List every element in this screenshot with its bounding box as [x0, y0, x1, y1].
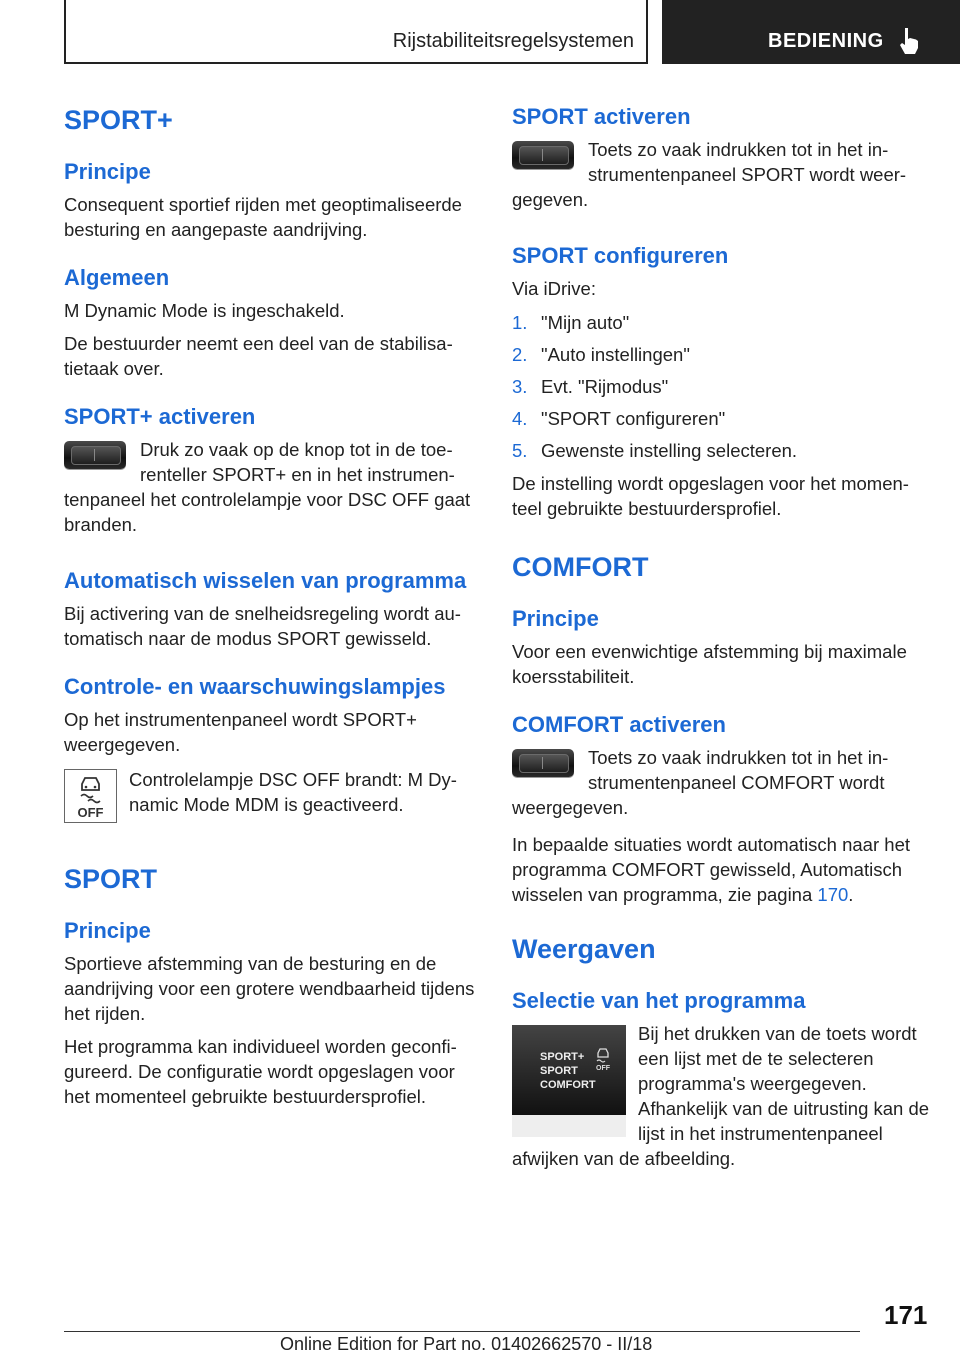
heading-comfort-activeren: COMFORT activeren [512, 712, 726, 737]
lamp-off-label: OFF [77, 805, 104, 820]
heading-sport-activeren: SPORT activeren [512, 104, 691, 129]
heading-controlelampjes: Controle- en waarschuwingslampjes [64, 674, 446, 699]
paragraph-lamp-caption: Controlelampje DSC OFF brandt: M Dynamic Mode MDM is geactiveerd. [129, 769, 457, 815]
paragraph-selectie: Bij het drukken van de toets wordt een lijst met de te selecteren programma's weergegeven. Afhankelijk van de uitrusting kan de lijst in het instrumentenpaneel afwijken van de afbeelding. [512, 1023, 930, 1169]
paragraph-sport-config: Het programma kan individueel worden geconfigureerd. De configuratie wordt opgeslagen voor het momenteel gebruikte bestuurdersprofiel. [64, 1036, 457, 1107]
heading-automatisch-wisselen: Automatisch wisselen van programma [64, 568, 467, 593]
screen-item-sportplus: SPORT+ [540, 1051, 585, 1063]
hand-pointer-icon [896, 26, 922, 56]
list-item: 3. Evt. "Rijmodus" [512, 376, 669, 397]
footer-divider [64, 1331, 860, 1332]
list-item: 2. "Auto instellingen" [512, 344, 690, 365]
chapter-title: BEDIENING [768, 30, 884, 52]
right-column [512, 100, 930, 1171]
page-reference-link[interactable]: 170 [817, 884, 849, 905]
mode-button-image [64, 441, 126, 469]
paragraph-principe-comfort: Voor een evenwichtige afstemming bij maximale koersstabiliteit. [512, 641, 907, 687]
paragraph-automatisch-wisselen: Bij activering van de snelheidsregeling wordt automatisch naar de modus SPORT gewisseld. [64, 603, 461, 649]
heading-selectie-programma: Selectie van het programma [512, 988, 806, 1013]
list-item: 4. "SPORT configureren" [512, 408, 726, 429]
heading-sport: SPORT [64, 864, 158, 894]
section-title: Rijstabiliteitsregelsystemen [392, 30, 634, 52]
screen-item-sport: SPORT [540, 1065, 578, 1077]
dsc-off-icon [592, 1047, 614, 1071]
paragraph-principe-sport: Sportieve afstemming van de besturing en de aandrijving voor een grotere wendbaarheid tijdens het rijden. [64, 953, 475, 1024]
page-number: 171 [884, 1300, 928, 1330]
heading-principe: Principe [64, 159, 151, 184]
heading-weergaven: Weergaven [512, 934, 656, 964]
list-item: 5. Gewenste instelling selecteren. [512, 440, 798, 461]
paragraph-via-idrive: Via iDrive: [512, 278, 596, 299]
mode-button-image [512, 141, 574, 169]
paragraph-principe: Consequent sportief rijden met geoptimaliseerde besturing en aangepaste aandrijving. [64, 194, 462, 240]
heading-principe-sport: Principe [64, 918, 151, 943]
paragraph-algemeen-1: M Dynamic Mode is ingeschakeld. [64, 300, 345, 321]
mode-button-image [512, 749, 574, 777]
paragraph-comfort-activeren: Toets zo vaak indrukken tot in het instrumentenpaneel COMFORT wordt weergegeven. [512, 747, 889, 818]
list-item: 1. "Mijn auto" [512, 312, 630, 333]
heading-algemeen: Algemeen [64, 265, 170, 290]
screen-item-comfort: COMFORT [540, 1079, 596, 1091]
paragraph-comfort-auto: In bepaalde situaties wordt automatisch naar het programma COMFORT gewisseld, Automatisch wisselen van programma, zie pagina 170. [512, 834, 910, 905]
running-header-section [64, 0, 648, 64]
paragraph-controlelampjes: Op het instrumentenpaneel wordt SPORT+ weergegeven. [64, 709, 417, 755]
footer-edition: Online Edition for Part no. 01402662570 - II/18 [280, 1334, 653, 1354]
paragraph-algemeen-2: De bestuurder neemt een deel van de stabilisatietaak over. [64, 333, 453, 379]
heading-comfort: COMFORT [512, 552, 649, 582]
heading-sportplus: SPORT+ [64, 105, 173, 135]
paragraph-sportplus-activeren: Druk zo vaak op de knop tot in de toerenteller SPORT+ en in het instrumentenpaneel het controlelampje voor DSC OFF gaat branden. [64, 439, 471, 535]
dsc-off-lamp-icon [64, 769, 117, 823]
heading-sport-configureren: SPORT configureren [512, 243, 729, 268]
heading-sportplus-activeren: SPORT+ activeren [64, 404, 256, 429]
program-selection-display-image [512, 1025, 626, 1137]
left-column [64, 100, 482, 1109]
running-header-chapter [662, 0, 960, 64]
heading-principe-comfort: Principe [512, 606, 599, 631]
config-steps-list [512, 307, 930, 467]
svg-text:OFF: OFF [596, 1065, 610, 1071]
paragraph-config-after: De instelling wordt opgeslagen voor het momenteel gebruikte bestuurdersprofiel. [512, 473, 909, 519]
paragraph-sport-activeren: Toets zo vaak indrukken tot in het instrumentenpaneel SPORT wordt weergegeven. [512, 139, 907, 210]
